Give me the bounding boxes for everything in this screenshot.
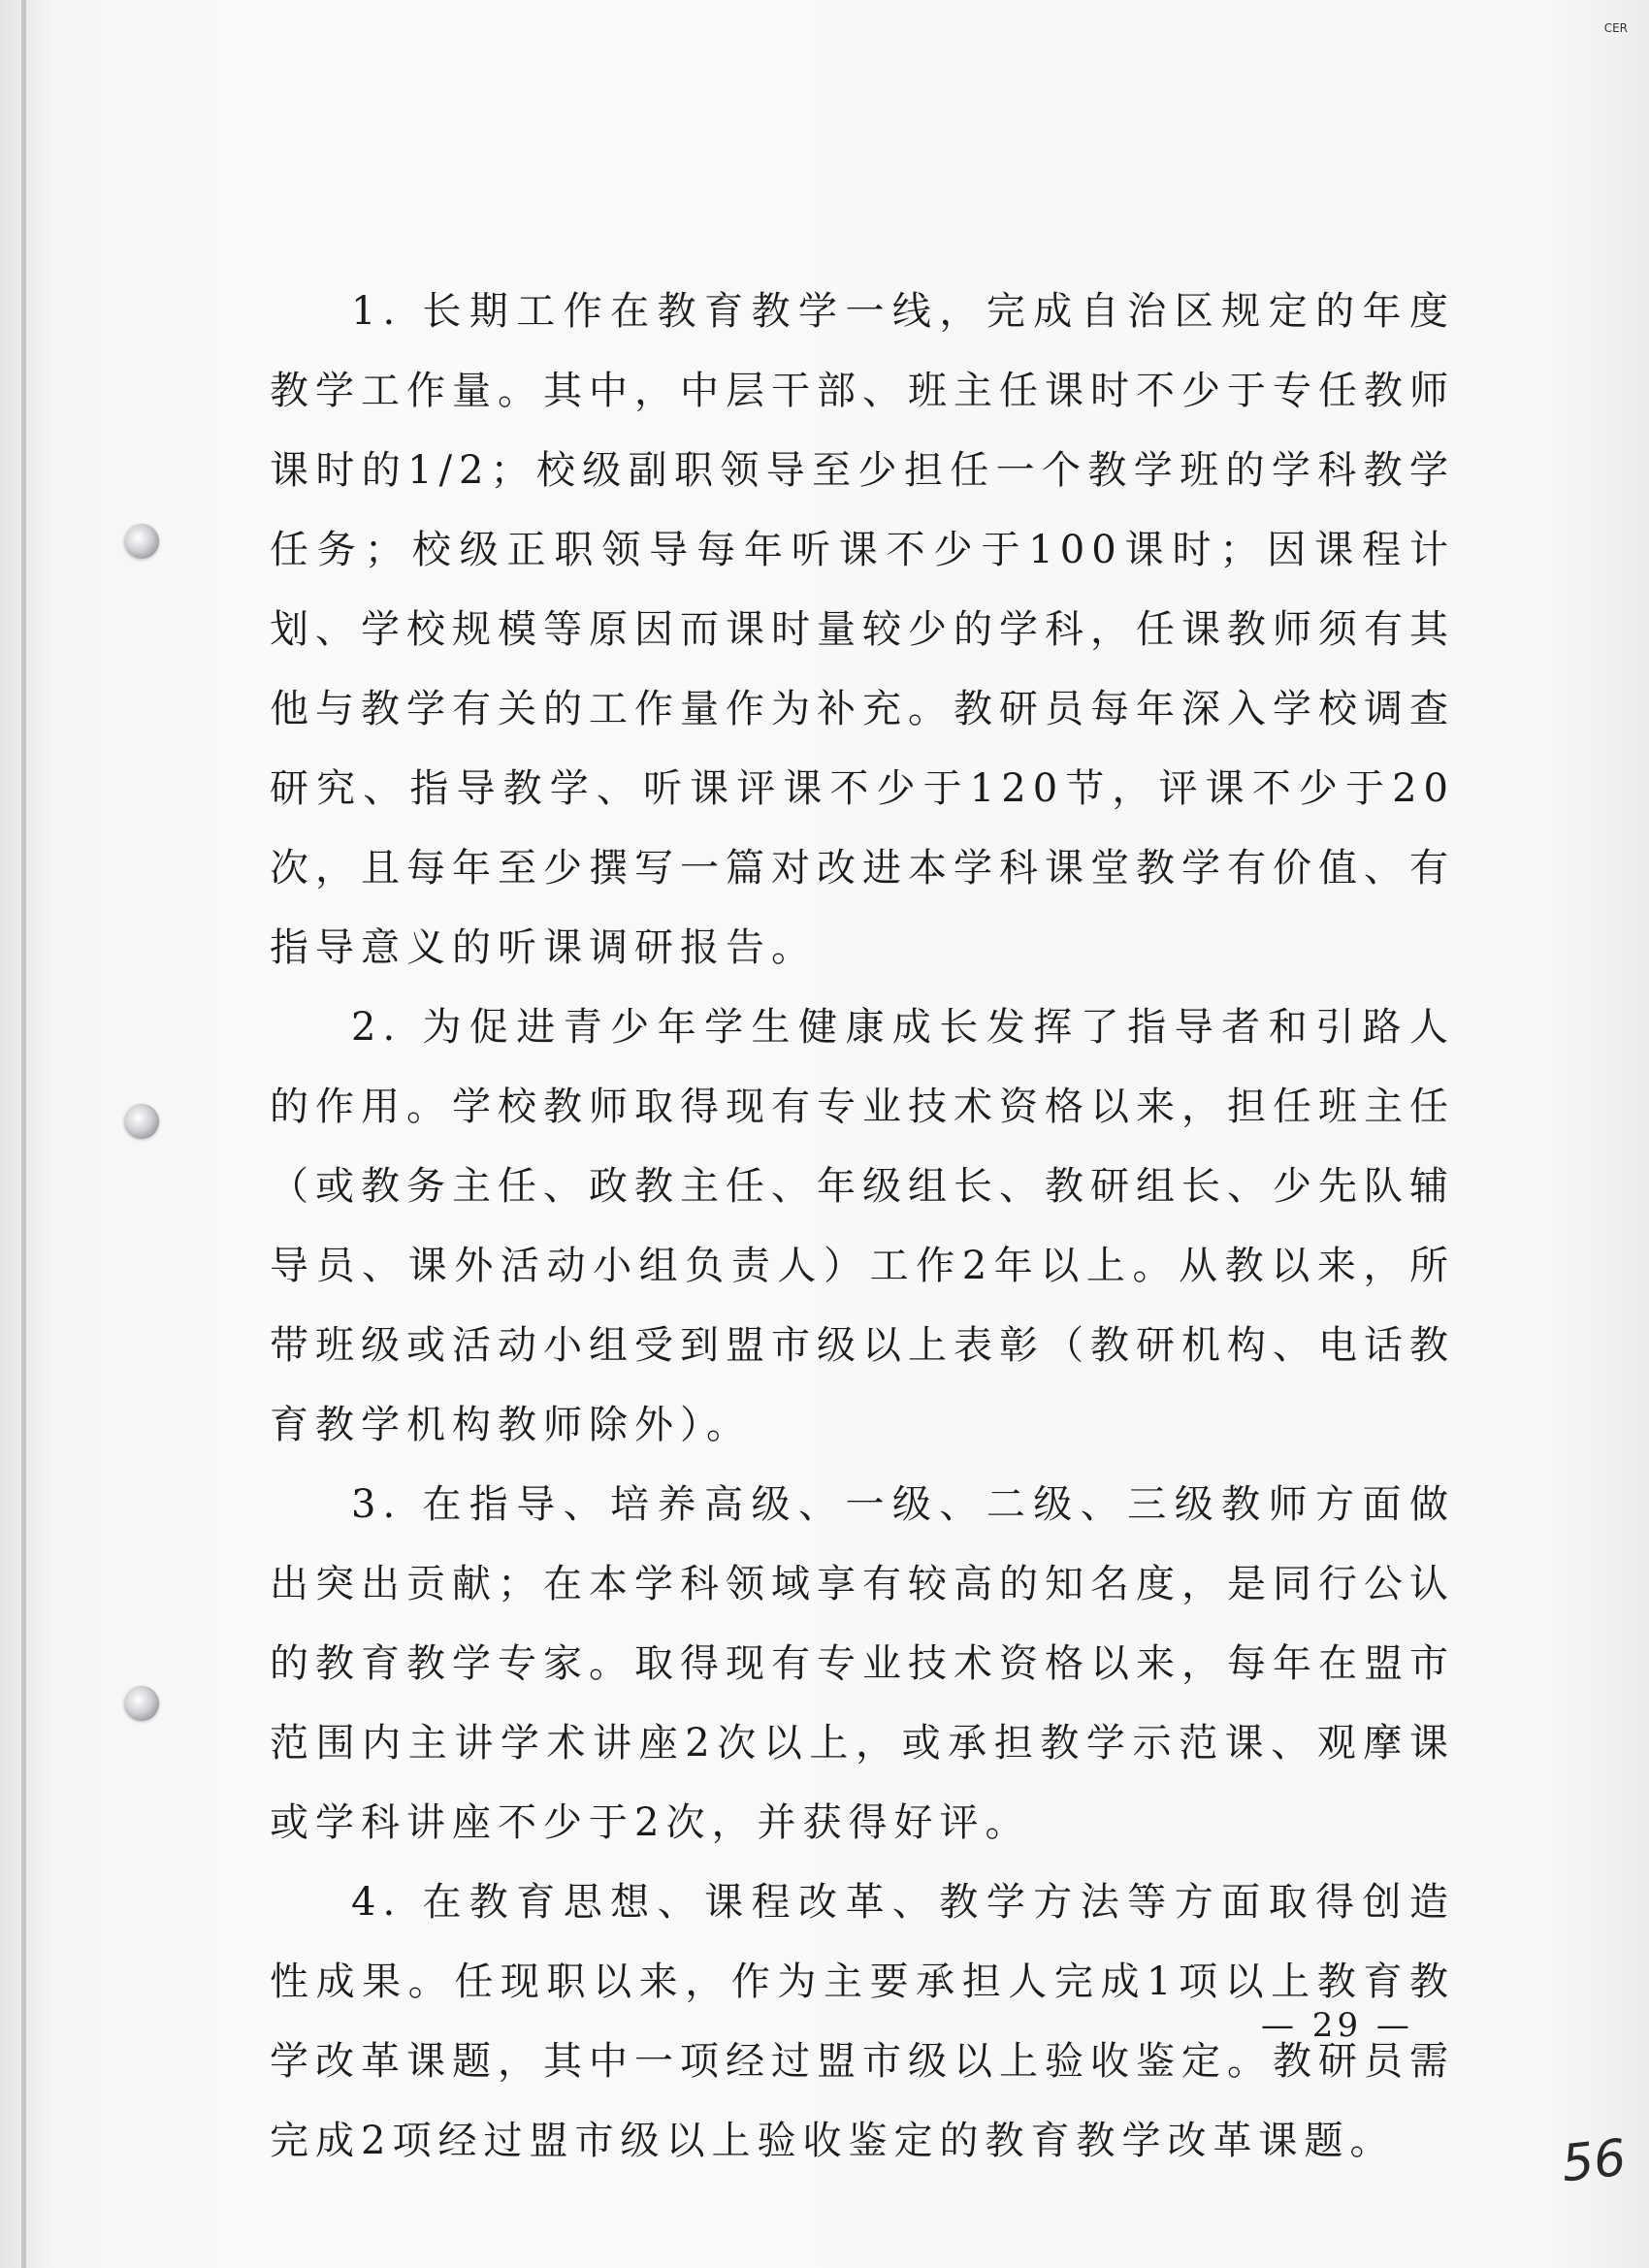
paragraph-1: 1. 长期工作在教育教学一线，完成自治区规定的年度教学工作量。其中，中层干部、班主任课时不少于专任教师课时的1/2；校级副职领导至少担任一个教学班的学科教学任务；校级正职领导每年听课不少于100课时；因课程计划、学校规模等原因而课时量较少的学科，任课教师须有其他与教学有关的工作量作为补充。教研员每年深入学校调查研究、指导教学、听课评课不少于120节，评课不少于20次，且每年至少撰写一篇对改进本学科课堂教学有价值、有指导意义的听课调研报告。 bbox=[270, 289, 1455, 970]
page-number: — 29 — bbox=[1261, 2006, 1413, 2045]
punch-hole bbox=[124, 1104, 159, 1139]
handwritten-page-number: 56 bbox=[1559, 2128, 1630, 2194]
punch-hole bbox=[124, 1686, 159, 1721]
paragraph-2: 2. 为促进青少年学生健康成长发挥了指导者和引路人的作用。学校教师取得现有专业技术资格以来，担任班主任（或教务主任、政教主任、年级组长、教研组长、少先队辅导员、课外活动小组负责人）工作2年以上。从教以来，所带班级或活动小组受到盟市级以上表彰（教研机构、电话教育教学机构教师除外）。 bbox=[270, 1005, 1455, 1447]
document-body bbox=[270, 272, 1455, 2181]
punch-hole bbox=[124, 524, 159, 559]
scan-label: CER bbox=[1603, 21, 1628, 35]
page-left-edge bbox=[21, 0, 26, 2268]
paragraph-4: 4. 在教育思想、课程改革、教学方法等方面取得创造性成果。任现职以来，作为主要承担人完成1项以上教育教学改革课题，其中一项经过盟市级以上验收鉴定。教研员需完成2项经过盟市级以上验收鉴定的教育教学改革课题。 bbox=[270, 1880, 1455, 2163]
paragraph-3: 3. 在指导、培养高级、一级、二级、三级教师方面做出突出贡献；在本学科领域享有较高的知名度，是同行公认的教育教学专家。取得现有专业技术资格以来，每年在盟市范围内主讲学术讲座2次以上，或承担教学示范课、观摩课或学科讲座不少于2次，并获得好评。 bbox=[270, 1482, 1455, 1845]
